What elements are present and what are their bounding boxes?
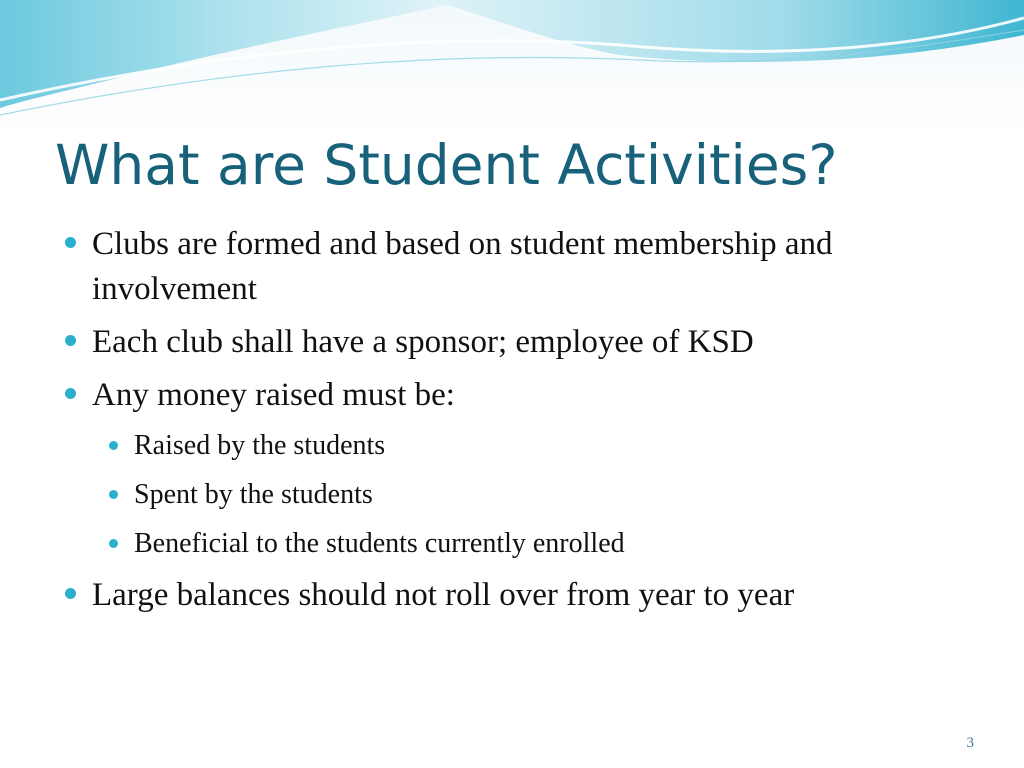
bullet-dot-icon (65, 388, 76, 399)
bullet-dot-icon (65, 588, 76, 599)
sub-bullet-dot-icon (109, 539, 118, 548)
decorative-wave-header (0, 0, 1024, 130)
bullet-item (62, 222, 962, 312)
sub-bullet-text: Spent by the students (134, 479, 373, 510)
sub-bullet-dot-icon (109, 441, 118, 450)
bullet-dot-icon (65, 335, 76, 346)
bullet-item (62, 573, 962, 618)
wave-band-right (430, 0, 1024, 62)
bullet-dot-icon (65, 237, 76, 248)
sub-bullet-text: Raised by the students (134, 430, 386, 461)
sub-bullet-item (62, 426, 962, 466)
page-number: 3 (966, 735, 974, 751)
bullet-text: Any money raised must be: (92, 377, 455, 413)
bullet-item (62, 373, 962, 418)
sub-bullet-text: Beneficial to the students currently enrolled (134, 528, 625, 559)
bullet-text: Large balances should not roll over from year to year (92, 577, 795, 613)
wave-band-left (0, 0, 470, 108)
bullet-item (62, 320, 962, 365)
sub-bullet-dot-icon (109, 490, 118, 499)
bullet-text: Each club shall have a sponsor; employee of KSD (92, 324, 754, 360)
sub-bullet-item (62, 524, 962, 564)
bullet-list (62, 222, 962, 626)
slide-title: What are Student Activities? (55, 133, 838, 197)
sub-bullet-item (62, 475, 962, 515)
bullet-text: Clubs are formed and based on student membership and involvement (92, 226, 833, 307)
